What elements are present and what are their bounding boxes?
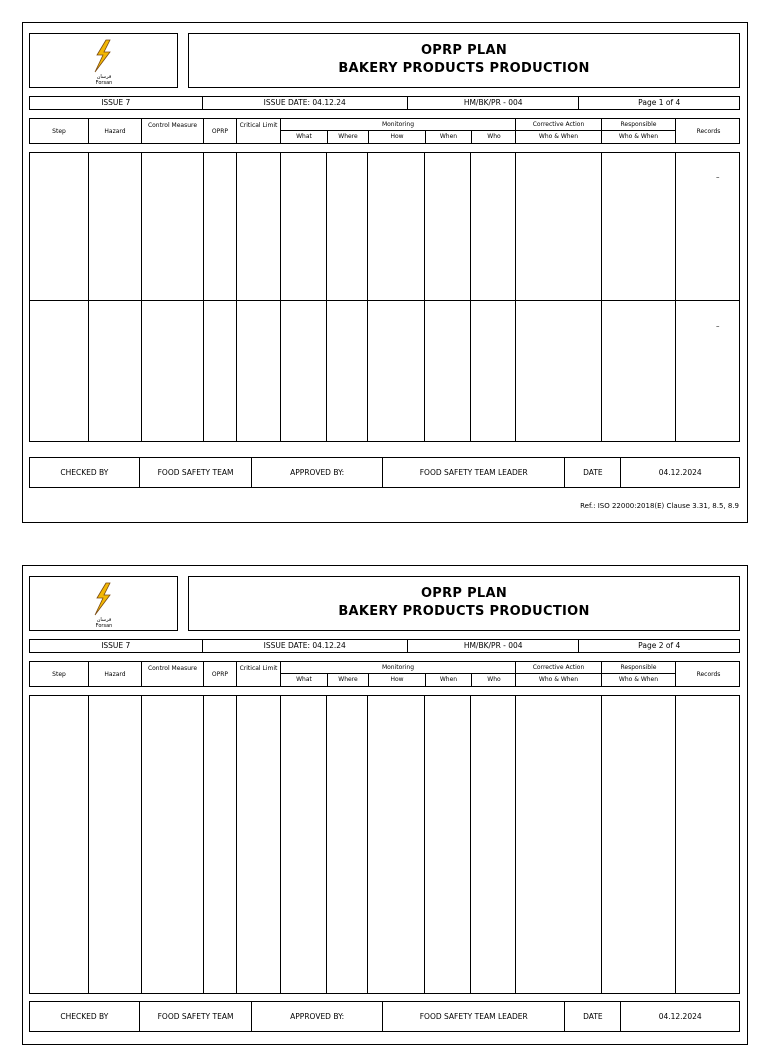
corrective-action-sub: Who & When — [538, 676, 579, 683]
col-corrective-action — [515, 119, 601, 143]
col-when: When — [425, 131, 471, 143]
records-cell-value: – — [716, 173, 720, 181]
lightning-bolt-icon — [88, 39, 118, 73]
col-monitoring — [280, 119, 515, 143]
col-what: What — [296, 133, 312, 140]
logo-arabic-text: فرسان — [96, 617, 112, 623]
issue-date: ISSUE DATE: 04.12.24 — [203, 640, 408, 652]
checked-by-label: CHECKED BY — [30, 458, 140, 487]
table-header — [29, 661, 740, 687]
page-subtitle: BAKERY PRODUCTS PRODUCTION — [338, 604, 590, 619]
col-critical-limit: Critical Limit — [236, 119, 280, 143]
col-how: How — [368, 131, 425, 143]
col-where: Where — [327, 131, 368, 143]
corrective-action-sub: Who & When — [538, 133, 579, 140]
checked-by-value: FOOD SAFETY TEAM — [140, 1002, 253, 1031]
page-title: OPRP PLAN — [420, 43, 508, 58]
col-oprp: OPRP — [203, 662, 236, 686]
reference-note: Ref.: ISO 22000:2018(E) Clause 3.31, 8.5, 8.9 — [580, 502, 739, 510]
col-control-measure: Control Measure — [141, 662, 203, 686]
corrective-action-label: Corrective Action — [532, 664, 585, 671]
corrective-action-label: Corrective Action — [532, 121, 585, 128]
date-label: DATE — [565, 458, 621, 487]
issue-number: ISSUE 7 — [30, 97, 203, 109]
approved-by-label: APPROVED BY: — [252, 1002, 383, 1031]
document-code: HM/BK/PR - 004 — [408, 640, 580, 652]
col-responsible — [601, 119, 675, 143]
form-page-2 — [22, 565, 748, 1045]
col-who: Who — [471, 674, 516, 686]
col-how: How — [368, 674, 425, 686]
date-value: 04.12.2024 — [658, 468, 702, 477]
responsible-label: Responsible — [620, 121, 657, 128]
responsible-label: Responsible — [620, 664, 657, 671]
checked-by-label: CHECKED BY — [30, 1002, 140, 1031]
col-where: Where — [327, 674, 368, 686]
records-cell-value: – — [716, 322, 720, 330]
col-corrective-action — [515, 662, 601, 686]
col-records: Records — [675, 119, 741, 143]
page-subtitle: BAKERY PRODUCTS PRODUCTION — [338, 61, 590, 76]
logo-latin-text: Forsan — [95, 80, 113, 86]
page-number: Page 1 of 4 — [638, 98, 681, 107]
approved-by-value: FOOD SAFETY TEAM LEADER — [383, 1002, 565, 1031]
title-box — [188, 33, 740, 88]
responsible-sub: Who & When — [618, 133, 659, 140]
table-body — [29, 695, 740, 994]
lightning-bolt-icon — [88, 582, 118, 616]
col-hazard: Hazard — [88, 119, 141, 143]
approved-by-label: APPROVED BY: — [252, 458, 383, 487]
logo-arabic-text: فرسان — [96, 74, 112, 80]
col-when: When — [425, 674, 471, 686]
checked-by-value: FOOD SAFETY TEAM — [140, 458, 253, 487]
col-step: Step — [52, 670, 66, 678]
row-divider — [30, 300, 739, 301]
col-what: What — [296, 676, 312, 683]
logo-latin-text: Forsan — [95, 623, 113, 629]
info-row — [29, 639, 740, 653]
info-row — [29, 96, 740, 110]
table-body — [29, 152, 740, 442]
signature-row — [29, 1001, 740, 1032]
responsible-sub: Who & When — [618, 676, 659, 683]
logo-wordmark — [90, 74, 118, 86]
logo-box — [29, 576, 178, 631]
col-step: Step — [52, 127, 66, 135]
monitoring-label: Monitoring — [381, 121, 415, 128]
issue-date: ISSUE DATE: 04.12.24 — [203, 97, 408, 109]
col-hazard: Hazard — [88, 662, 141, 686]
col-critical-limit: Critical Limit — [236, 662, 280, 686]
col-oprp: OPRP — [203, 119, 236, 143]
logo-box — [29, 33, 178, 88]
approved-by-value: FOOD SAFETY TEAM LEADER — [383, 458, 565, 487]
col-records: Records — [675, 662, 741, 686]
logo-wordmark — [90, 617, 118, 629]
form-page-1 — [22, 22, 748, 523]
table-header — [29, 118, 740, 144]
issue-number: ISSUE 7 — [30, 640, 203, 652]
date-label: DATE — [565, 1002, 621, 1031]
col-monitoring — [280, 662, 515, 686]
col-who: Who — [471, 131, 516, 143]
monitoring-label: Monitoring — [381, 664, 415, 671]
title-box — [188, 576, 740, 631]
document-code: HM/BK/PR - 004 — [408, 97, 580, 109]
col-responsible — [601, 662, 675, 686]
signature-row — [29, 457, 740, 488]
page-number: Page 2 of 4 — [638, 641, 681, 650]
page-title: OPRP PLAN — [420, 586, 508, 601]
date-value: 04.12.2024 — [658, 1012, 702, 1021]
col-control-measure: Control Measure — [141, 119, 203, 143]
